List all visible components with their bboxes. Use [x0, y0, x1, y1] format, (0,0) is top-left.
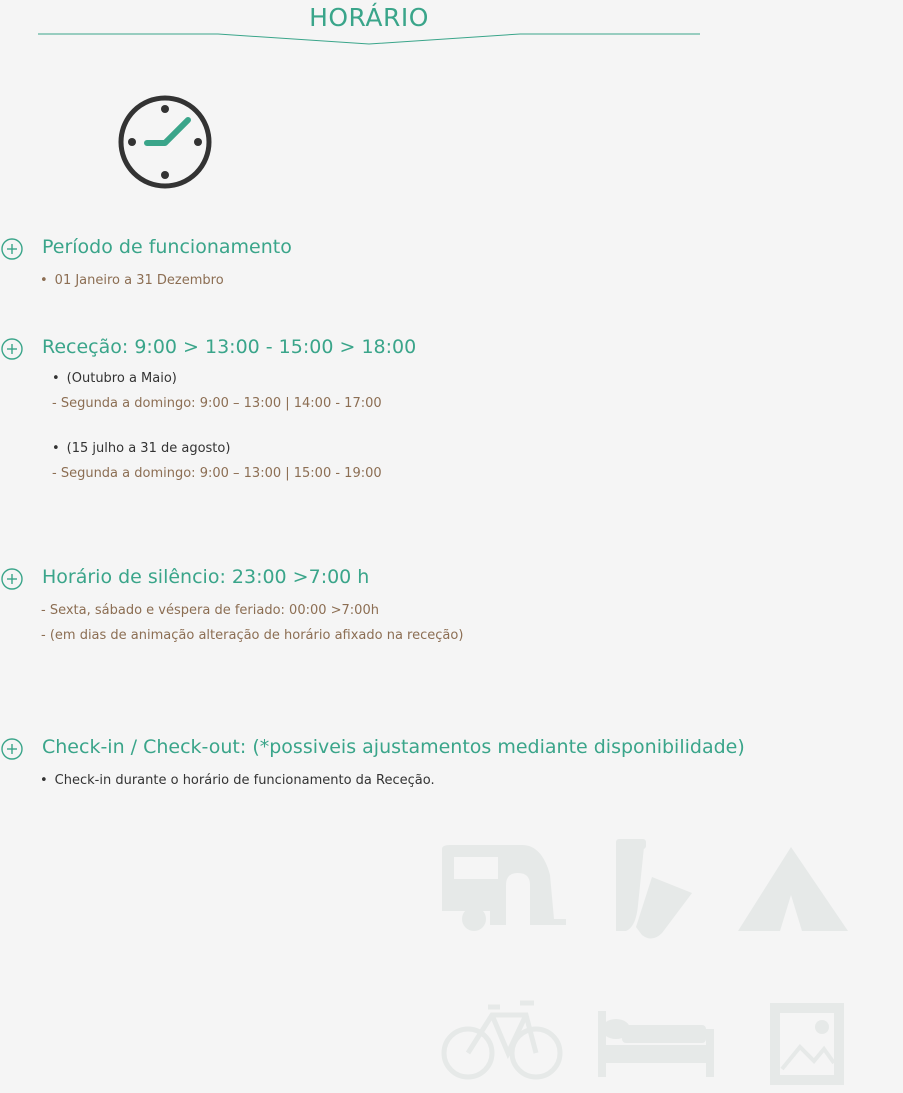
plus-circle-icon[interactable]: [1, 738, 23, 760]
picture-icon: [770, 1003, 844, 1085]
schedule-line: - (em dias de animação alteração de horário afixado na receção): [41, 628, 464, 643]
schedule-line: - Segunda a domingo: 9:00 – 13:00 | 15:00 - 19:00: [52, 466, 382, 481]
list-item: • Check-in durante o horário de funcionamento da Receção.: [40, 773, 435, 788]
bed-icon: [598, 1011, 714, 1077]
list-item: • (15 julho a 31 de agosto): [52, 441, 230, 456]
section-title[interactable]: Horário de silêncio: 23:00 >7:00 h: [42, 566, 370, 588]
section-title[interactable]: Receção: 9:00 > 13:00 - 15:00 > 18:00: [42, 336, 417, 358]
bicycle-icon: [444, 1003, 560, 1077]
section-title[interactable]: Check-in / Check-out: (*possiveis ajustamentos mediante disponibilidade): [42, 736, 745, 758]
flippers-icon: [616, 839, 692, 939]
list-item: • 01 Janeiro a 31 Dezembro: [40, 273, 224, 288]
caravan-icon: [442, 845, 566, 931]
page-title: HORÁRIO: [309, 3, 429, 32]
list-item: • (Outubro a Maio): [52, 371, 177, 386]
plus-circle-icon[interactable]: [1, 568, 23, 590]
schedule-line: - Segunda a domingo: 9:00 – 13:00 | 14:00 - 17:00: [52, 396, 382, 411]
plus-circle-icon[interactable]: [1, 238, 23, 260]
plus-circle-icon[interactable]: [1, 338, 23, 360]
tent-icon: [738, 847, 848, 931]
background-icons: [430, 835, 870, 1093]
schedule-line: - Sexta, sábado e véspera de feriado: 00:00 >7:00h: [41, 603, 379, 618]
section-title[interactable]: Período de funcionamento: [42, 236, 292, 258]
clock-icon: [116, 93, 214, 191]
title-divider: [38, 32, 700, 48]
